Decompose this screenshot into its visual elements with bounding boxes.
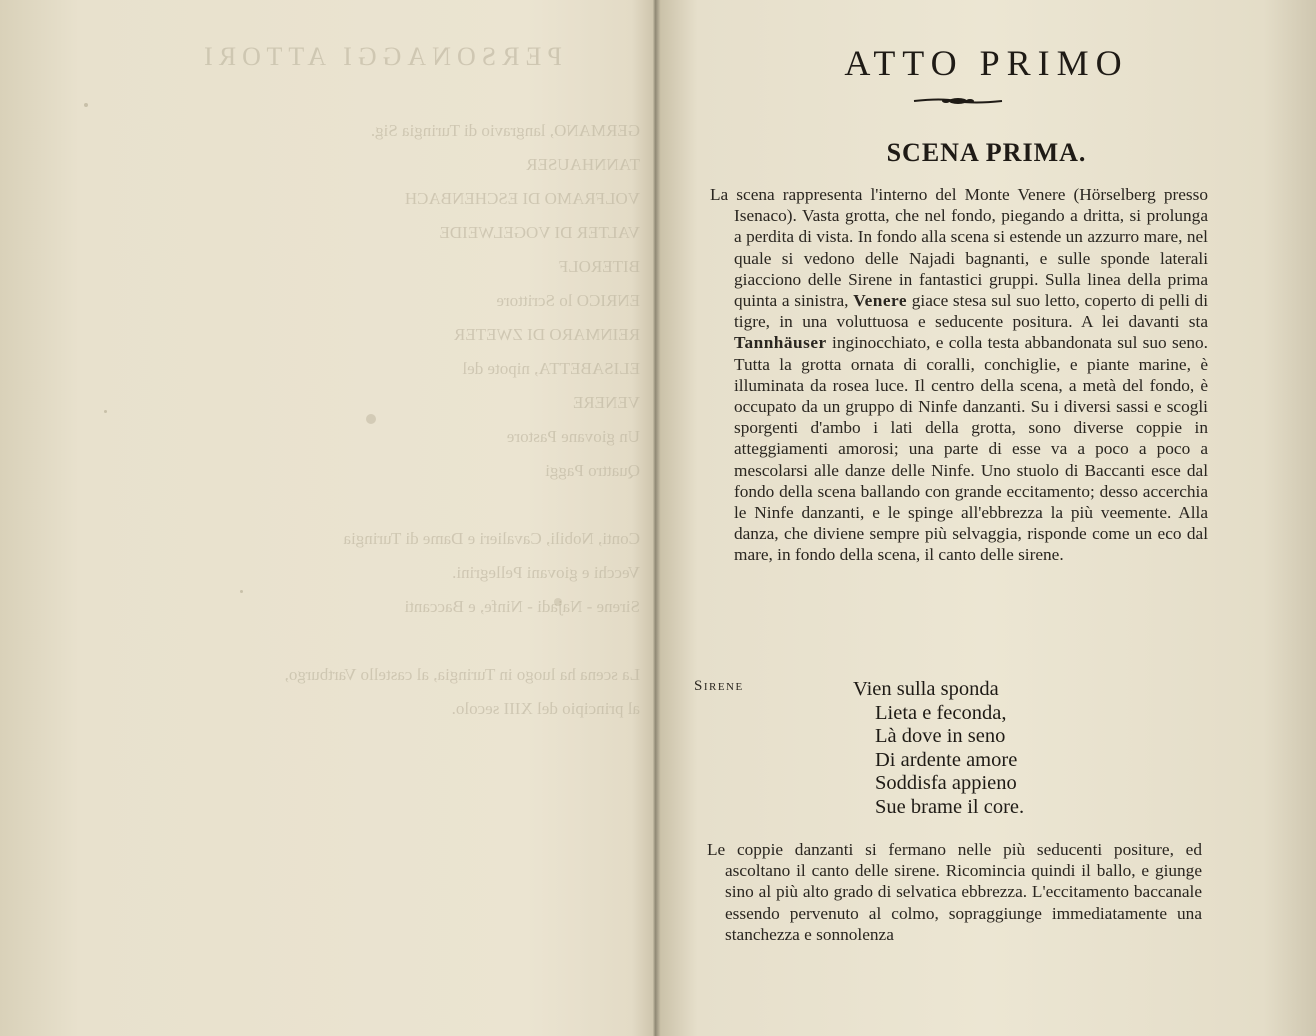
verse-line: Di ardente amore <box>875 748 1018 771</box>
bleed-through-line: VALTER DI VOGELWEIDE <box>439 223 640 242</box>
bleed-through-line: TANNHAUSER <box>526 155 640 174</box>
bleed-through-line: Vecchi e giovani Pellegrini. <box>452 563 640 582</box>
stage-direction-opening <box>710 184 1208 566</box>
bleed-through-line: al principio del XIII secolo. <box>451 699 640 718</box>
bleed-through-line: VOLFRAMO DI ESCHENBACH <box>404 189 640 208</box>
bleed-through-lines <box>120 114 640 726</box>
bleed-through-line: GERMANO, langravio di Turingia Sig. <box>370 121 640 140</box>
verse-line: Lieta e feconda, <box>875 701 1007 724</box>
bleed-through-line: La scena ha luogo in Turingia, al castello Vartburgo, <box>284 665 640 684</box>
paper-speck <box>554 598 562 606</box>
character-name-venere: Venere <box>853 291 908 311</box>
bleed-through-line: ELISABETTA, nipote del <box>462 359 640 378</box>
right-page <box>657 0 1316 1036</box>
act-title: ATTO PRIMO <box>844 43 1129 83</box>
ornament-rule-icon <box>912 96 1004 106</box>
bleed-through-line: Sirene - Najadi - Ninfe, e Baccanti <box>404 597 640 616</box>
bleed-through-line: REINMARO DI ZWETER <box>453 325 640 344</box>
verse-line: Là dove in seno <box>875 725 1006 747</box>
bleed-through-line: BITEROLF <box>558 257 640 276</box>
bleed-through-line <box>120 624 640 658</box>
stage-direction-text: Le coppie danzanti si fermano nelle più seducenti positure, ed ascoltano il canto delle sirene. Ricomincia quindi il ballo, e giunge sino al più alto grado di selvatica ebbrezza. L'eccitamento baccanale essendo pervenuto al colmo, sopraggiunge immediatamente una stanchezza e sonnolenza <box>707 840 1202 944</box>
bleed-through-line <box>120 488 640 522</box>
verse-line: Soddisfa appieno <box>875 772 1017 794</box>
bleed-through-line: Un giovane Pastore <box>506 427 640 446</box>
stage-direction-text: inginocchiato, e colla testa abbandonata sul suo seno. Tutta la grotta ornata di coralli, conchiglie, e piante marine, è illuminata da rosea luce. Il centro della scena, a metà del fondo, è occupato da un gruppo di Ninfe danzanti. Su i diversi sassi e scogli sporgenti d'ambo i lati della grotta, sono diverse coppie in atteggiamenti amorosi; una parte di esse va a poco a poco a mescolarsi alle danze delle Ninfe. Uno stuolo di Baccanti esce dal fondo della scena ballando con grande eccitamento; desso accerchia le Ninfe danzanti, e le spinge all'ebbrezza la più veemente. Alla danza, che diviene sempre più selvaggia, risponde come un eco dal mare, in fondo della scena, il canto delle sirene. <box>734 333 1208 565</box>
left-page <box>0 0 655 1036</box>
bleed-through-line: ENRICO lo Scrittore <box>496 291 640 310</box>
speaker-name: Sirene <box>694 678 744 694</box>
bleed-through-heading: PERSONAGGI ATTORI <box>198 42 562 71</box>
paper-speck <box>84 103 88 107</box>
paper-speck <box>240 590 243 593</box>
bleed-through-line: Quattro Paggi <box>545 461 640 480</box>
bleed-through-text <box>120 40 640 726</box>
scene-title: SCENA PRIMA. <box>886 138 1087 167</box>
stage-direction-text: La scena rappresenta l'interno del Monte Venere (Hörselberg presso Isenaco). Vasta grotta, che nel fondo, piegando a dritta, si prolunga a perdita di vista. In fondo alla scena si estende un azzurro mare, nel quale si vedono delle Najadi bagnanti, e sulle sponde laterali giacciono delle Sirene in fantastici gruppi. Sulla linea della prima quinta a sinistra, <box>710 185 1208 311</box>
character-name-tannhauser: Tannhäuser <box>734 333 827 353</box>
paper-speck <box>366 414 376 424</box>
bleed-through-line: VENERE <box>572 393 640 412</box>
stage-direction-closing <box>707 839 1202 945</box>
stage-direction-text: giace stesa sul suo letto, coperto di pelli di tigre, in una voluttuosa e seducente positura. A lei davanti sta <box>734 291 1209 332</box>
verse-block <box>853 678 1024 819</box>
stage-direction-paragraph <box>710 184 1208 566</box>
paper-speck <box>104 410 107 413</box>
verse-line: Vien sulla sponda <box>853 678 999 700</box>
verse-line: Sue brame il core. <box>875 795 1025 818</box>
bleed-through-line: Conti, Nobili, Cavalieri e Dame di Turingia <box>343 529 640 548</box>
